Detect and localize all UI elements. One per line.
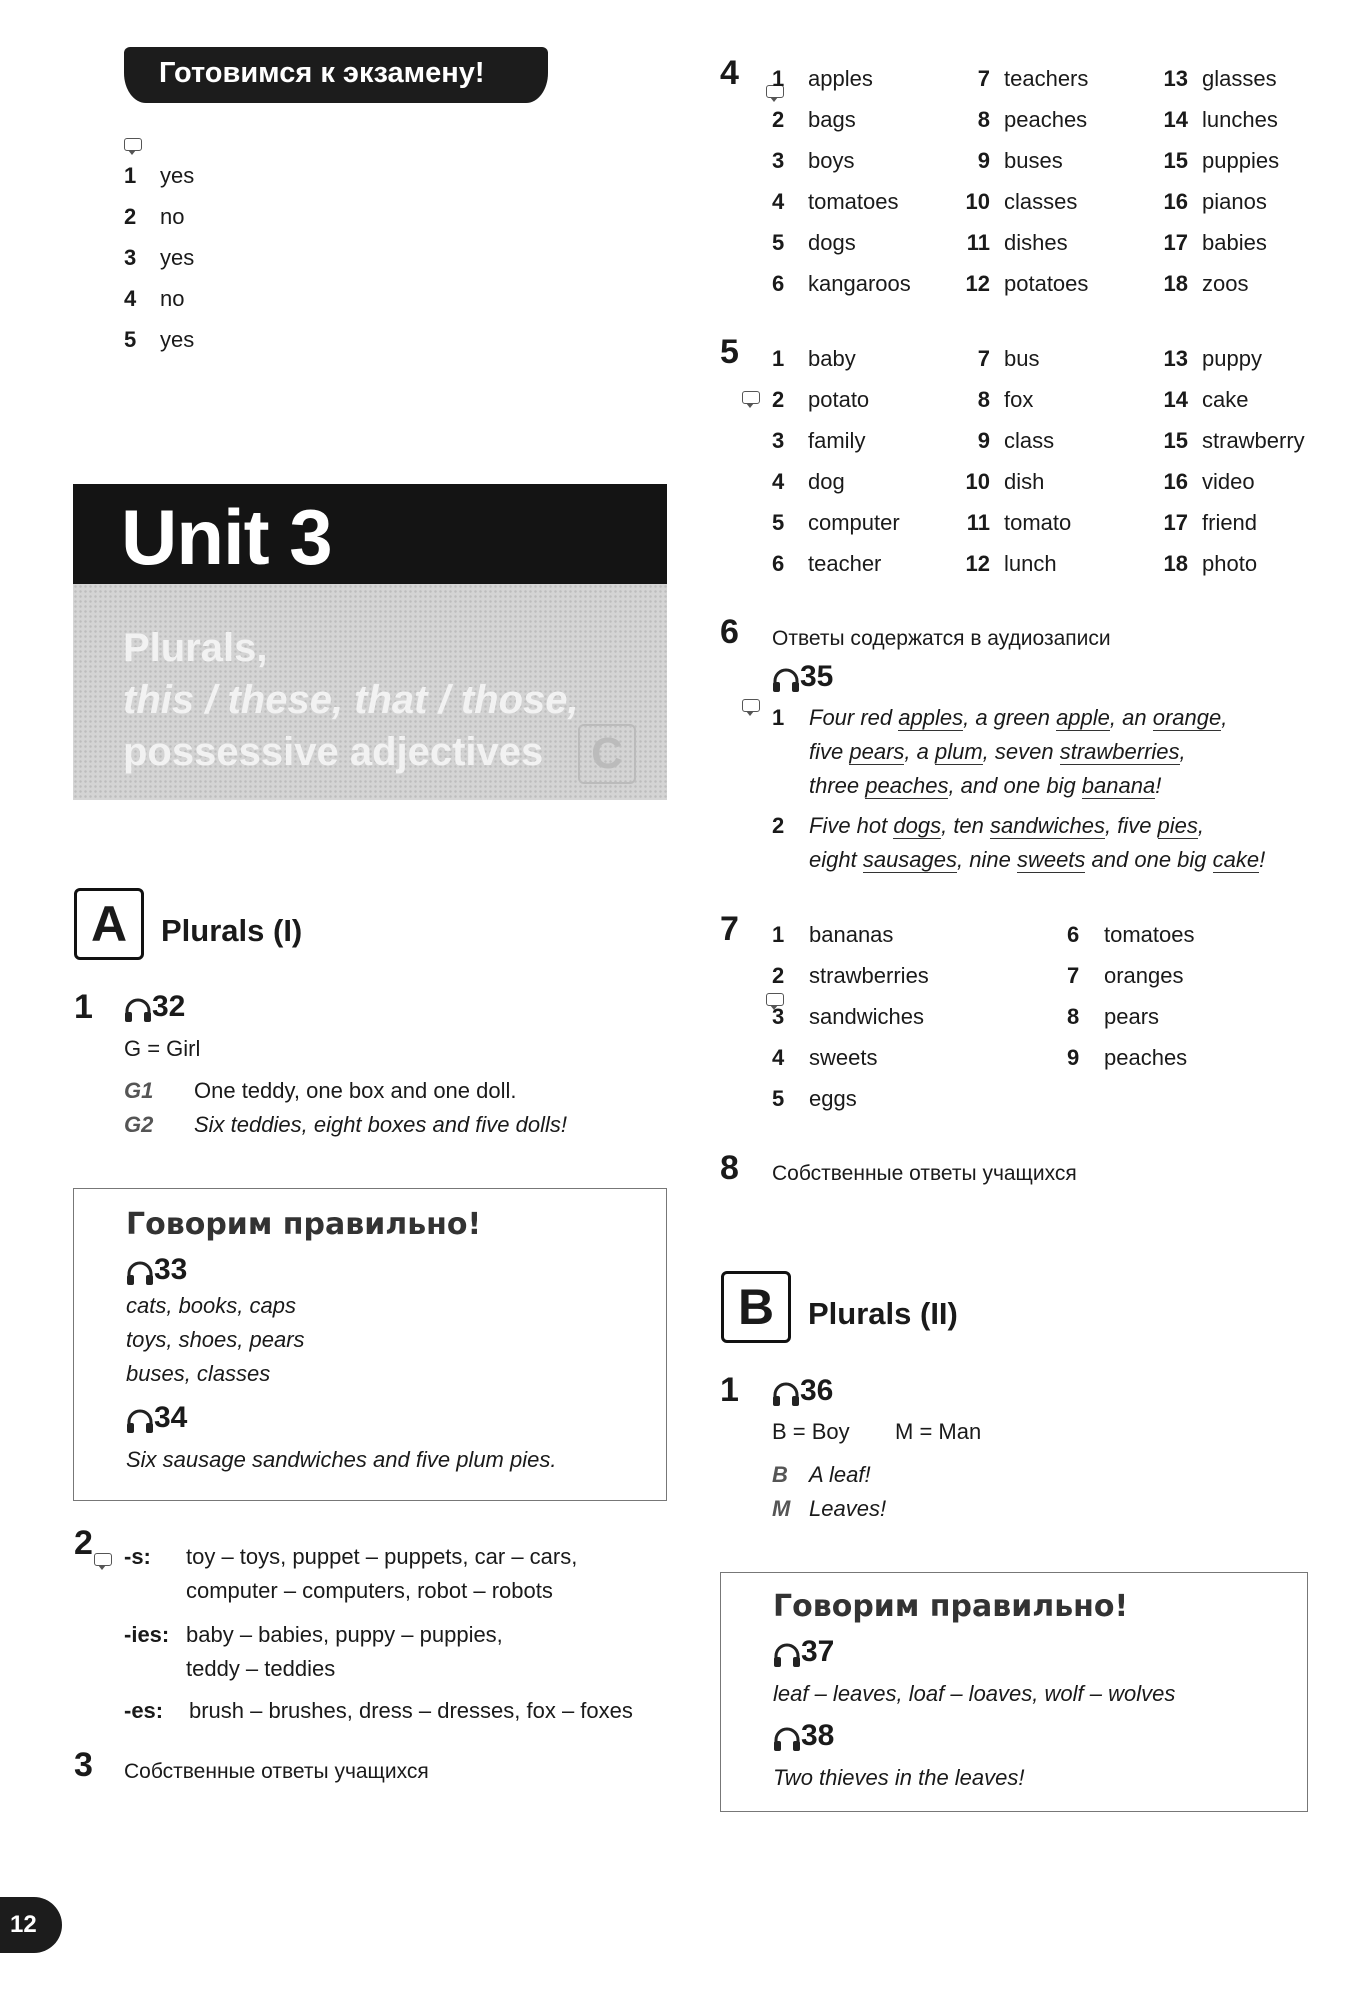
headphones-icon: [773, 1726, 801, 1752]
speaker: G2: [124, 1112, 154, 1137]
audio-track: [773, 1719, 834, 1753]
item-word: bananas: [809, 922, 894, 947]
box-title: Говорим правильно!: [773, 1589, 1129, 1624]
dialogue-line: [124, 1112, 567, 1138]
item-number: 12: [965, 551, 990, 576]
section-letter: A: [90, 896, 128, 952]
track-number: 35: [800, 660, 834, 693]
item-answer: no: [160, 204, 185, 229]
unit-subtitle-3: possessive adjectives: [123, 730, 544, 774]
item-word: strawberry: [1202, 428, 1305, 453]
rule-row: [124, 1544, 577, 1570]
unit-subtitle-panel: [73, 584, 667, 800]
item-word: potato: [808, 387, 870, 412]
word-line: cats, books, caps: [126, 1293, 296, 1318]
rule-row-cont: computer – computers, robot – robots: [186, 1578, 553, 1603]
suffix: -s:: [124, 1544, 151, 1569]
item-word: apples: [808, 66, 873, 91]
song-line: five pears, a plum, seven strawberries,: [809, 739, 1186, 764]
rule-row: [124, 1622, 503, 1648]
pronunciation-box: [720, 1572, 1308, 1812]
item-answer: yes: [160, 245, 195, 270]
item-number: 4: [772, 189, 785, 214]
item-word: tomatoes: [1104, 922, 1195, 947]
item-number: 18: [1163, 551, 1188, 576]
item-word: baby: [808, 346, 856, 371]
section-label-b: [721, 1271, 791, 1343]
section-label-a: [74, 888, 144, 960]
item-number: 6: [772, 551, 785, 576]
item-number: 7: [977, 66, 990, 91]
track-number: 36: [800, 1374, 834, 1407]
rule-text: brush – brushes, dress – dresses, fox – foxes: [189, 1698, 633, 1723]
item-number: 5: [772, 230, 785, 255]
suffix: -es:: [124, 1698, 164, 1723]
item-number: 18: [1163, 271, 1188, 296]
item-number: 3: [124, 245, 137, 270]
song-text: Five hot dogs, ten sandwiches, five pies,: [809, 813, 1205, 838]
exercise-number: 8: [720, 1149, 739, 1187]
item-number: 1: [124, 163, 137, 188]
item-word: pianos: [1202, 189, 1267, 214]
speaker: B: [772, 1462, 788, 1487]
section-title-b: Plurals (II): [808, 1296, 958, 1331]
item-number: 17: [1163, 230, 1188, 255]
unit-code: C: [591, 729, 623, 778]
item-number: 8: [1067, 1004, 1080, 1029]
item-number: 14: [1163, 387, 1188, 412]
speaker: G1: [124, 1078, 154, 1103]
section-title-a: Plurals (I): [161, 913, 303, 948]
audio-track: [124, 990, 185, 1024]
item-number: 3: [772, 148, 785, 173]
item-word: eggs: [809, 1086, 857, 1111]
item-number: 10: [965, 469, 990, 494]
song-line: [772, 813, 1204, 839]
exercise-note: Ответы содержатся в аудиозаписи: [772, 627, 1111, 650]
item-number: 6: [772, 271, 785, 296]
word-line: leaf – leaves, loaf – loaves, wolf – wolves: [773, 1681, 1176, 1706]
item-number: 9: [977, 428, 990, 453]
word-line: toys, shoes, pears: [126, 1327, 305, 1352]
item-word: fox: [1004, 387, 1034, 412]
item-word: peaches: [1004, 107, 1088, 132]
item-number: 5: [772, 510, 785, 535]
rule-row-cont: teddy – teddies: [186, 1656, 336, 1681]
unit-subtitle-2: this / these, that / those,: [123, 678, 579, 722]
item-word: buses: [1004, 148, 1063, 173]
rule-row: [124, 1698, 633, 1724]
chat-icon: [742, 391, 760, 404]
page-number-tab: [0, 1897, 62, 1953]
unit-code-badge: [578, 724, 636, 784]
item-number: 13: [1163, 66, 1188, 91]
word-line: buses, classes: [126, 1361, 271, 1386]
item-word: peaches: [1104, 1045, 1188, 1070]
pronunciation-box: [73, 1188, 667, 1501]
speaker: M: [772, 1496, 791, 1521]
exercise-note: Собственные ответы учащихся: [772, 1162, 1077, 1185]
item-number: 7: [977, 346, 990, 371]
item-word: cake: [1202, 387, 1249, 412]
item-word: class: [1004, 428, 1055, 453]
item-word: sweets: [809, 1045, 878, 1070]
track-number: 32: [152, 990, 186, 1023]
item-number: 1: [772, 922, 785, 947]
line-text: Six teddies, eight boxes and five dolls!: [194, 1112, 568, 1137]
item-word: dishes: [1004, 230, 1068, 255]
unit-subtitle-1: Plurals,: [123, 626, 268, 670]
headphones-icon: [124, 997, 152, 1023]
item-number: 12: [965, 271, 990, 296]
item-number: 2: [772, 813, 785, 838]
item-number: 11: [966, 510, 990, 535]
item-number: 2: [772, 107, 785, 132]
item-number: 13: [1163, 346, 1188, 371]
audio-track: [126, 1401, 187, 1435]
track-number: 37: [801, 1635, 835, 1668]
headphones-icon: [772, 1381, 800, 1407]
item-word: dog: [808, 469, 845, 494]
item-number: 11: [966, 230, 990, 255]
song-line: three peaches, and one big banana!: [809, 773, 1162, 798]
item-number: 4: [772, 1045, 785, 1070]
song-line: [772, 705, 1227, 731]
exercise-number: 6: [720, 613, 739, 651]
item-number: 4: [124, 286, 137, 311]
item-number: 3: [772, 428, 785, 453]
item-number: 6: [1067, 922, 1080, 947]
speaker-key-man: M = Man: [895, 1419, 982, 1444]
item-number: 3: [772, 1004, 785, 1029]
headphones-icon: [772, 667, 800, 693]
item-word: friend: [1202, 510, 1258, 535]
audio-track: [772, 660, 833, 694]
item-word: oranges: [1104, 963, 1184, 988]
exercise-number: 1: [720, 1371, 739, 1409]
exam-banner: [124, 47, 548, 103]
rule-text: baby – babies, puppy – puppies,: [186, 1622, 503, 1647]
dialogue-line: [772, 1496, 886, 1522]
speaker-key: G = Girl: [124, 1036, 201, 1061]
item-number: 2: [772, 387, 785, 412]
item-number: 5: [124, 327, 137, 352]
item-number: 8: [977, 387, 990, 412]
exam-banner-text: Готовимся к экзамену!: [159, 57, 485, 89]
item-answer: yes: [160, 163, 195, 188]
item-word: teacher: [808, 551, 882, 576]
item-number: 1: [772, 66, 785, 91]
item-number: 15: [1163, 148, 1188, 173]
rule-text: toy – toys, puppet – puppets, car – cars,: [186, 1544, 578, 1569]
tongue-twister: Six sausage sandwiches and five plum pies.: [126, 1447, 557, 1472]
exercise-number: 4: [720, 54, 739, 92]
item-word: puppy: [1202, 346, 1262, 371]
dialogue-line: [124, 1078, 517, 1104]
song-text: Four red apples, a green apple, an orange,: [809, 705, 1228, 730]
item-number: 4: [772, 469, 785, 494]
item-number: 17: [1163, 510, 1188, 535]
item-word: zoos: [1202, 271, 1249, 296]
headphones-icon: [773, 1642, 801, 1668]
item-word: sandwiches: [809, 1004, 924, 1029]
item-word: boys: [808, 148, 855, 173]
item-number: 2: [772, 963, 785, 988]
item-number: 15: [1163, 428, 1188, 453]
item-number: 14: [1163, 107, 1188, 132]
item-word: bus: [1004, 346, 1040, 371]
speaker-key: [772, 1419, 981, 1445]
exercise-number: 7: [720, 910, 739, 948]
unit-title: Unit 3: [121, 493, 332, 581]
item-answer: no: [160, 286, 185, 311]
item-word: pears: [1104, 1004, 1160, 1029]
chat-icon: [742, 699, 760, 712]
item-word: dogs: [808, 230, 856, 255]
item-word: babies: [1202, 230, 1267, 255]
item-word: strawberries: [809, 963, 929, 988]
tongue-twister: Two thieves in the leaves!: [773, 1765, 1025, 1790]
track-number: 34: [154, 1401, 188, 1434]
item-word: glasses: [1202, 66, 1277, 91]
suffix: -ies:: [124, 1622, 170, 1647]
item-word: tomatoes: [808, 189, 899, 214]
item-word: video: [1202, 469, 1255, 494]
dialogue-line: [772, 1462, 871, 1488]
item-number: 16: [1163, 469, 1188, 494]
section-letter: B: [737, 1279, 775, 1335]
item-word: computer: [808, 510, 900, 535]
item-number: 5: [772, 1086, 785, 1111]
audio-track: [772, 1374, 833, 1408]
chat-icon: [94, 1553, 112, 1566]
item-number: 9: [1067, 1045, 1080, 1070]
line-text: A leaf!: [809, 1462, 871, 1487]
item-word: tomato: [1004, 510, 1072, 535]
item-word: teachers: [1004, 66, 1089, 91]
page-number: 12: [10, 1911, 37, 1938]
exercise-number: 3: [74, 1746, 93, 1784]
exercise-number: 1: [74, 988, 93, 1026]
exercise-number: 5: [720, 333, 739, 371]
item-word: classes: [1004, 189, 1078, 214]
item-word: lunches: [1202, 107, 1278, 132]
item-number: 1: [772, 346, 785, 371]
exercise-note: Собственные ответы учащихся: [124, 1760, 429, 1783]
item-word: family: [808, 428, 866, 453]
track-number: 33: [154, 1253, 188, 1286]
item-number: 16: [1163, 189, 1188, 214]
item-word: kangaroos: [808, 271, 911, 296]
audio-track: [126, 1253, 187, 1287]
item-answer: yes: [160, 327, 195, 352]
track-number: 38: [801, 1719, 835, 1752]
exercise-number: 2: [74, 1524, 93, 1562]
headphones-icon: [126, 1260, 154, 1286]
item-word: dish: [1004, 469, 1045, 494]
item-word: photo: [1202, 551, 1258, 576]
item-number: 10: [965, 189, 990, 214]
line-text: Leaves!: [809, 1496, 887, 1521]
item-word: lunch: [1004, 551, 1057, 576]
unit-header: [73, 484, 667, 584]
speaker-key-boy: B = Boy: [772, 1419, 850, 1444]
line-text: One teddy, one box and one doll.: [194, 1078, 517, 1103]
item-number: 2: [124, 204, 137, 229]
item-word: puppies: [1202, 148, 1280, 173]
item-number: 1: [772, 705, 785, 730]
box-title: Говорим правильно!: [126, 1207, 482, 1242]
item-word: potatoes: [1004, 271, 1089, 296]
headphones-icon: [126, 1408, 154, 1434]
song-line: eight sausages, nine sweets and one big cake!: [809, 847, 1266, 872]
item-word: bags: [808, 107, 856, 132]
audio-track: [773, 1635, 834, 1669]
item-number: 7: [1067, 963, 1080, 988]
item-number: 9: [977, 148, 990, 173]
chat-icon: [124, 138, 142, 151]
item-number: 8: [977, 107, 990, 132]
